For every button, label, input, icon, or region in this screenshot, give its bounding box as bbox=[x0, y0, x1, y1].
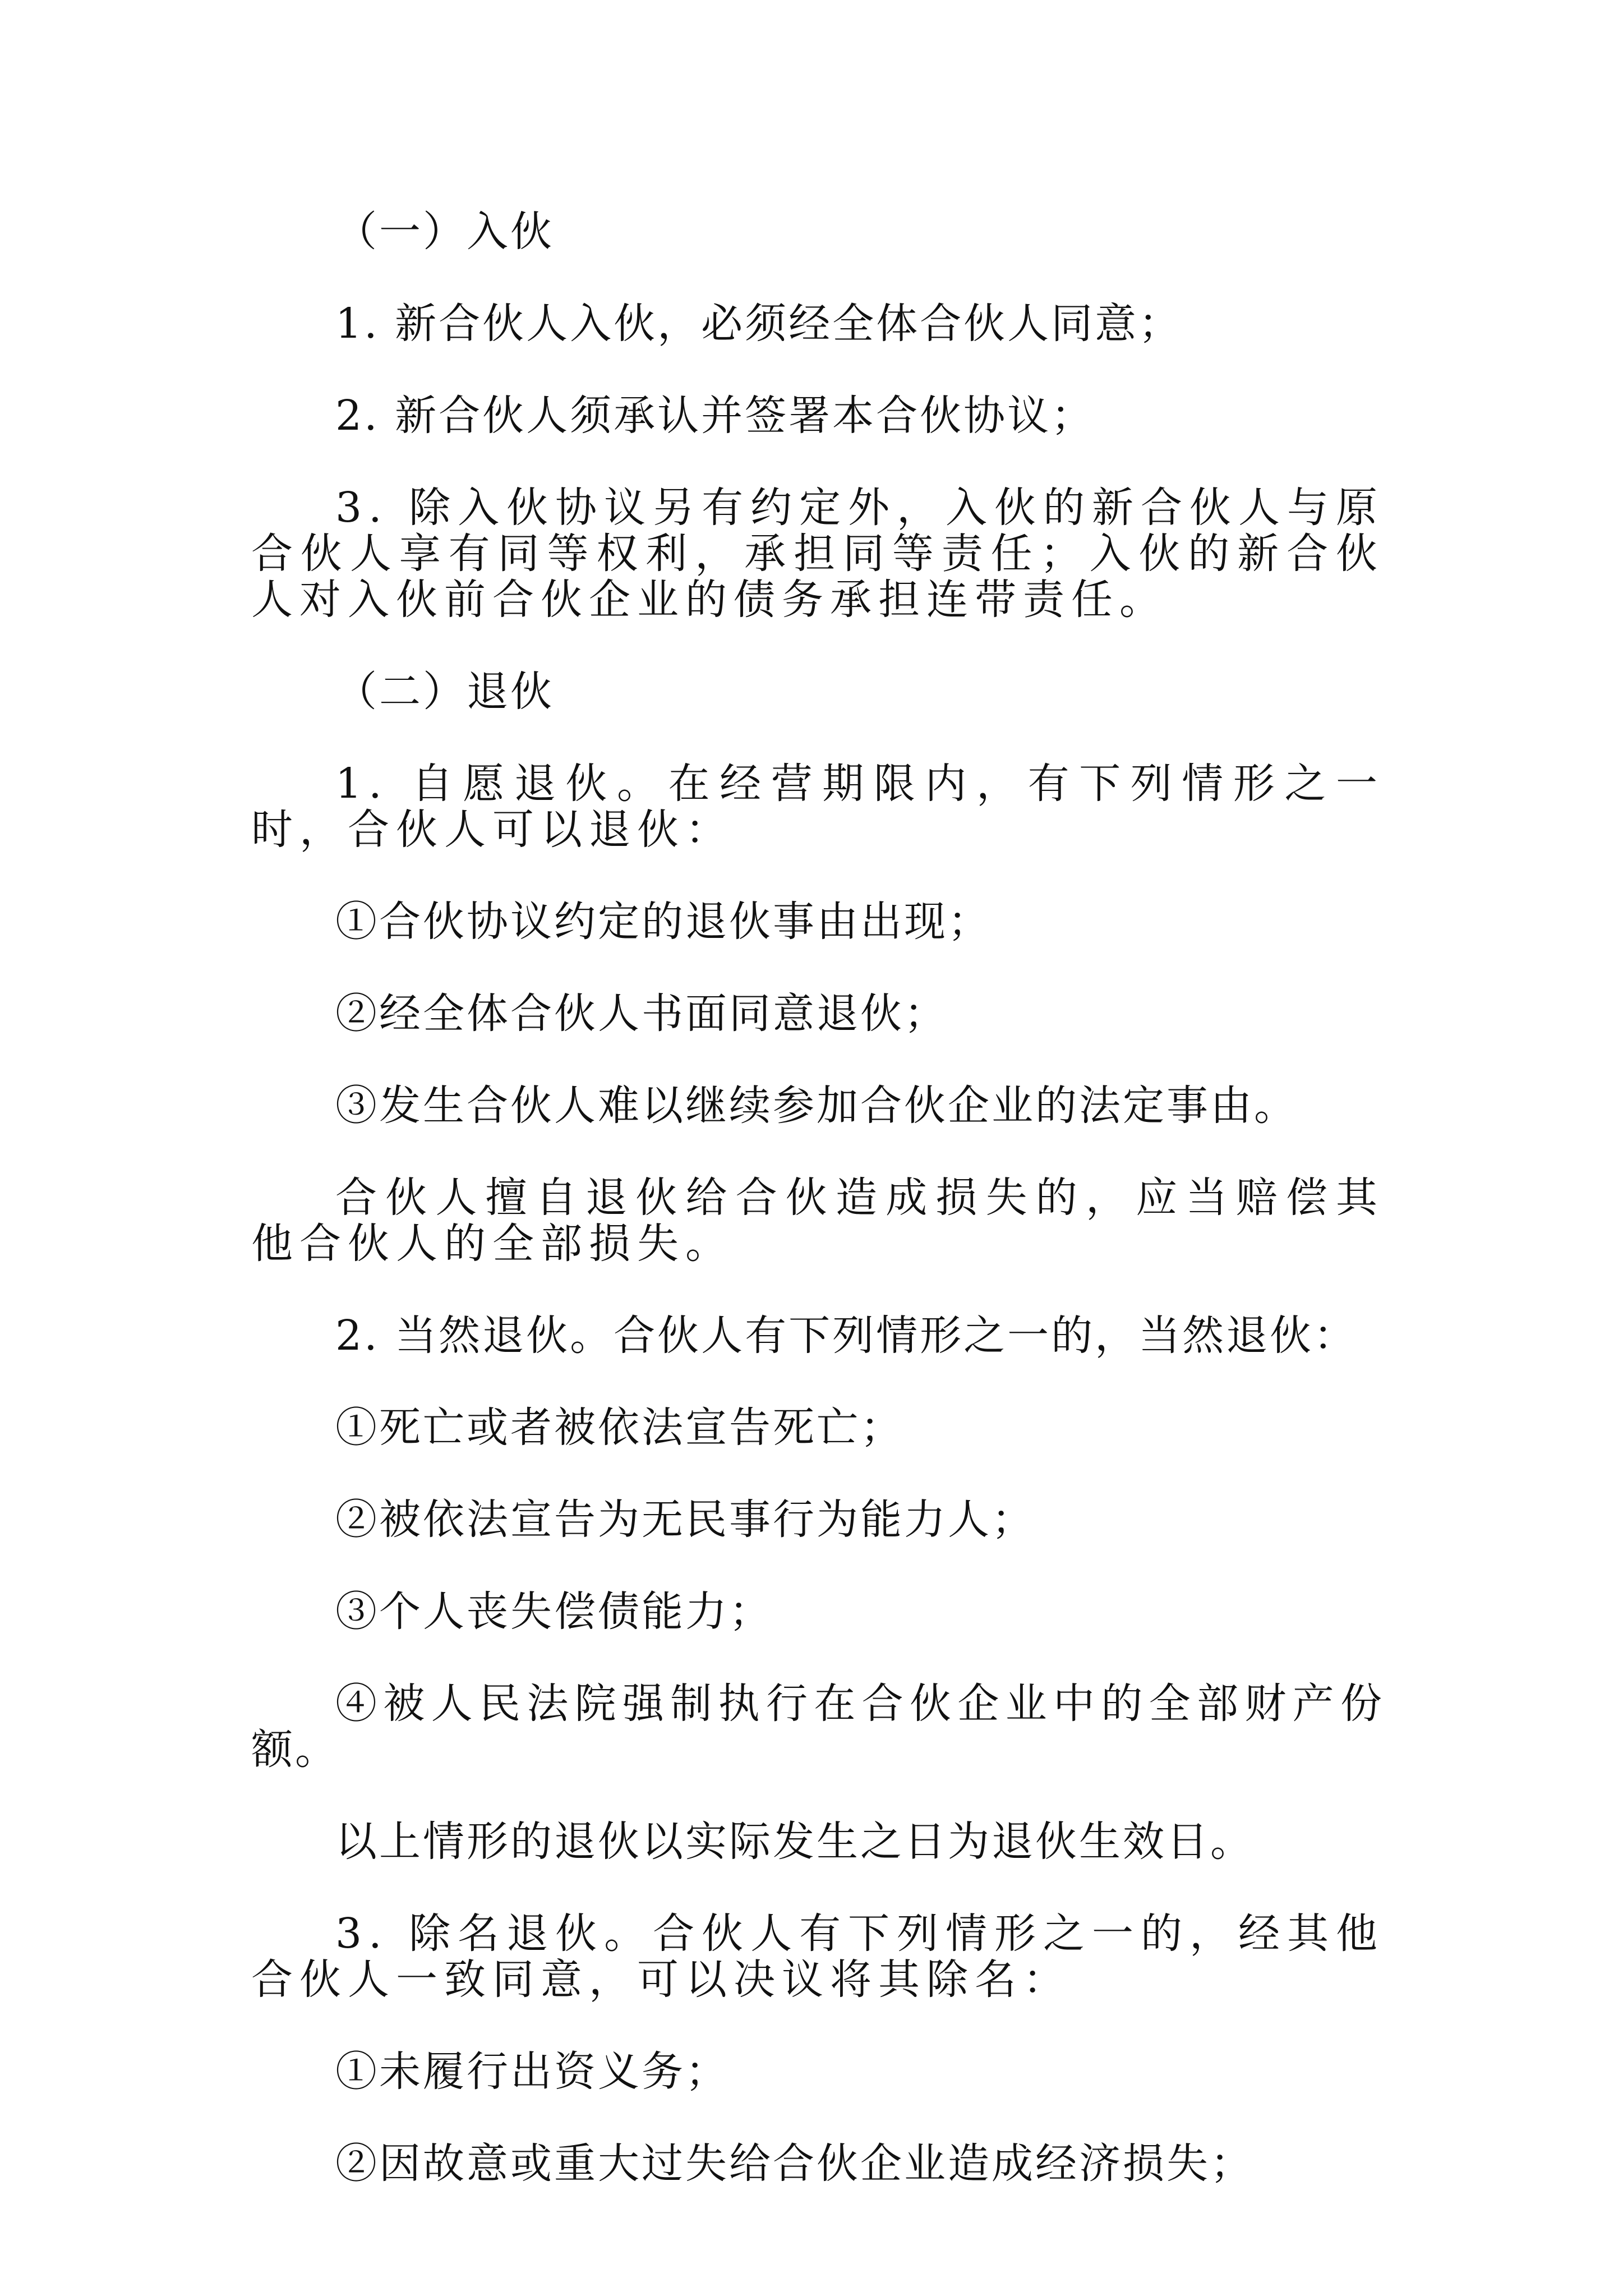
paragraph: 3. 除入伙协议另有约定外，入伙的新合伙人与原合伙人享有同等权利，承担同等责任；入伙的新合伙人对入伙前合伙企业的债务承担连带责任。 bbox=[251, 484, 1384, 624]
paragraph: 合伙人擅自退伙给合伙造成损失的，应当赔偿其他合伙人的全部损失。 bbox=[251, 1174, 1384, 1268]
list-item: ②因故意或重大过失给合伙企业造成经济损失； bbox=[335, 2139, 1254, 2188]
list-item: ③个人丧失偿债能力； bbox=[335, 1588, 773, 1636]
list-item: ③发生合伙人难以继续参加合伙企业的法定事由。 bbox=[335, 1082, 1298, 1130]
list-item: ②被依法宣告为无民事行为能力人； bbox=[335, 1496, 1035, 1544]
paragraph: 1. 自愿退伙。在经营期限内，有下列情形之一时，合伙人可以退伙： bbox=[251, 760, 1384, 854]
list-item: ②经全体合伙人书面同意退伙； bbox=[335, 990, 948, 1038]
list-item: ①未履行出资义务； bbox=[335, 2047, 729, 2096]
document-body bbox=[251, 209, 1384, 2233]
section-heading-withdrawal: （二）退伙 bbox=[335, 668, 554, 716]
list-item: ④被人民法院强制执行在合伙企业中的全部财产份额。 bbox=[251, 1680, 1384, 1774]
list-item: ①死亡或者被依法宣告死亡； bbox=[335, 1404, 904, 1452]
paragraph: 3. 除名退伙。合伙人有下列情形之一的，经其他合伙人一致同意，可以决议将其除名： bbox=[251, 1910, 1384, 2004]
paragraph: 2. 新合伙人须承认并签署本合伙协议； bbox=[335, 392, 1095, 440]
paragraph: 1. 新合伙人入伙，必须经全体合伙人同意； bbox=[335, 300, 1183, 348]
paragraph: 以上情形的退伙以实际发生之日为退伙生效日。 bbox=[335, 1818, 1254, 1866]
paragraph: 2. 当然退伙。合伙人有下列情形之一的，当然退伙： bbox=[335, 1312, 1358, 1360]
section-heading-joining: （一）入伙 bbox=[335, 208, 554, 256]
list-item: ①合伙协议约定的退伙事由出现； bbox=[335, 898, 992, 946]
